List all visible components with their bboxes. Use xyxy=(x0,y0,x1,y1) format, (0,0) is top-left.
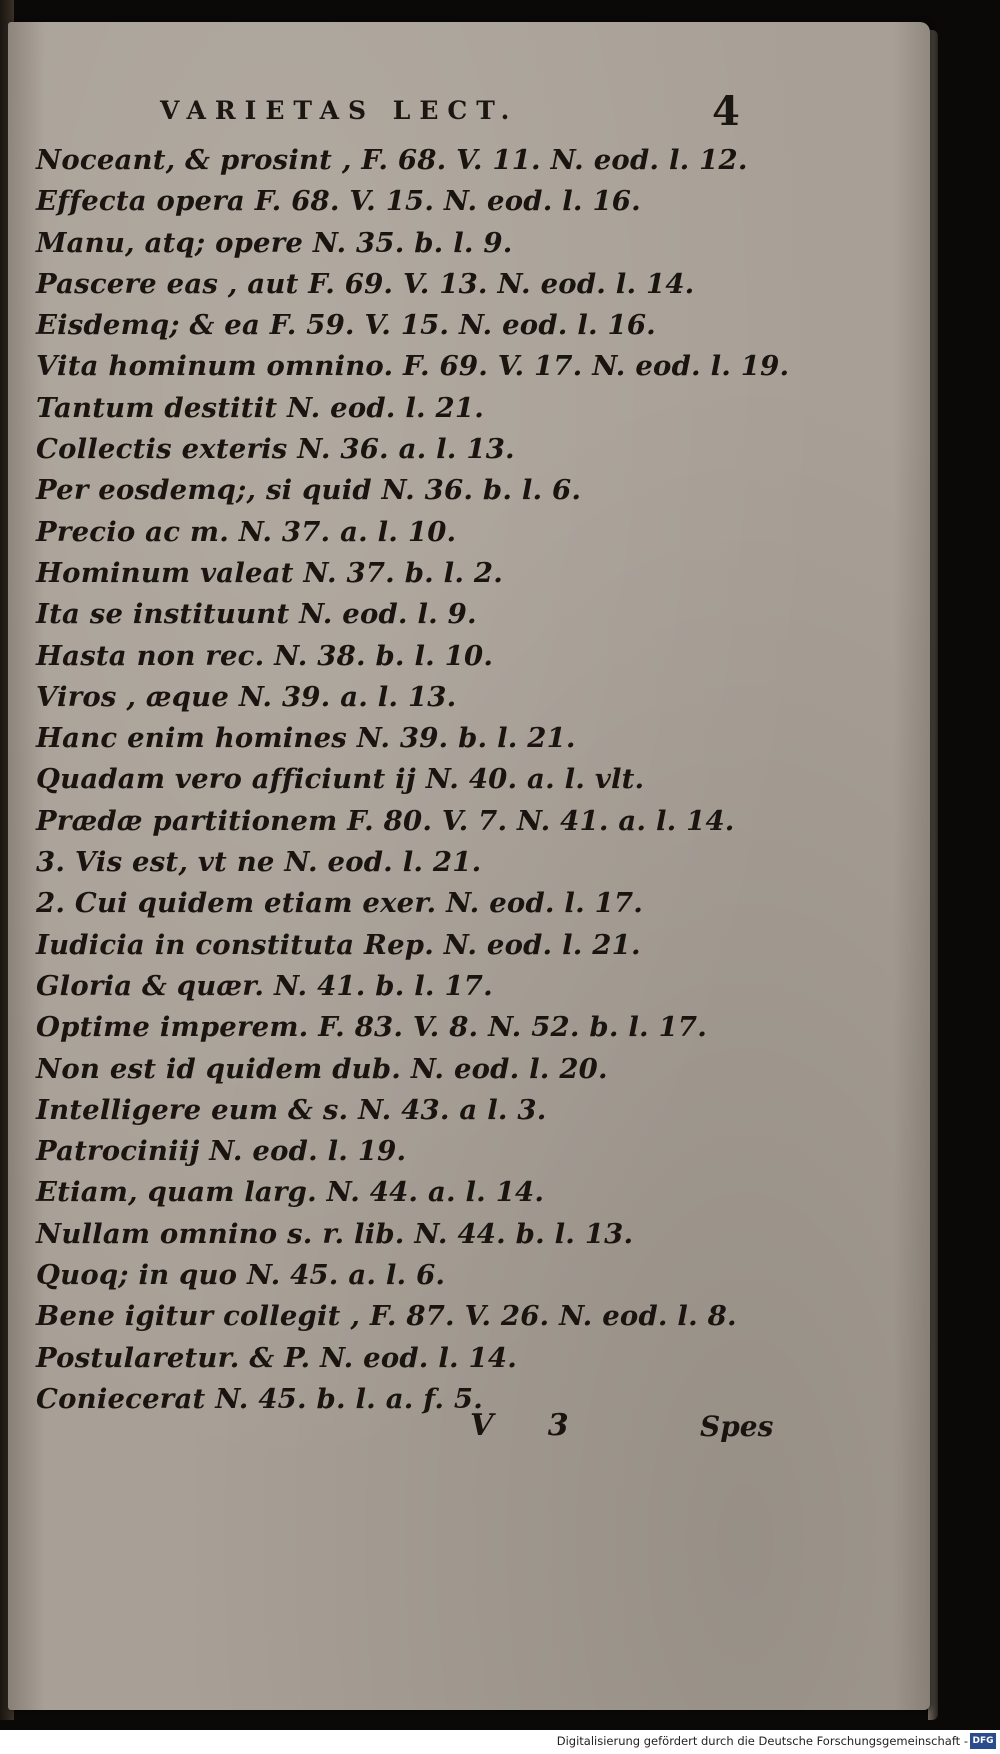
list-item: Per eosdemq;, si quid N. 36. b. l. 6. xyxy=(36,474,582,507)
list-item: Eisdemq; & ea F. 59. V. 15. N. eod. l. 16. xyxy=(36,309,656,342)
list-item: Coniecerat N. 45. b. l. a. f. 5. xyxy=(36,1382,483,1415)
page-number: 4 xyxy=(712,88,740,135)
list-item: Vita hominum omnino. F. 69. V. 17. N. eod. l. 19. xyxy=(36,350,790,383)
signature-mark: V 3 xyxy=(470,1408,591,1443)
list-item: Tantum destitit N. eod. l. 21. xyxy=(36,391,484,424)
list-item: Hanc enim homines N. 39. b. l. 21. xyxy=(36,722,576,755)
list-item: 2. Cui quidem etiam exer. N. eod. l. 17. xyxy=(36,887,644,920)
list-item: Nullam omnino s. r. lib. N. 44. b. l. 13. xyxy=(36,1217,634,1250)
variant-readings-list xyxy=(36,140,790,1420)
list-item: Noceant, & prosint , F. 68. V. 11. N. eod. l. 12. xyxy=(36,144,748,176)
list-item: Postularetur. & P. N. eod. l. 14. xyxy=(36,1341,517,1374)
list-item: Optime imperem. F. 83. V. 8. N. 52. b. l. 17. xyxy=(36,1011,708,1044)
list-item: Pascere eas , aut F. 69. V. 13. N. eod. l. 14. xyxy=(36,267,695,300)
list-item: Quoq; in quo N. 45. a. l. 6. xyxy=(36,1259,446,1292)
running-head xyxy=(160,88,780,136)
list-item: Prædæ partitionem F. 80. V. 7. N. 41. a. l. 14. xyxy=(36,804,735,837)
list-item: Intelligere eum & s. N. 43. a l. 3. xyxy=(36,1093,547,1126)
digitization-footer xyxy=(0,1730,1000,1754)
signature-line xyxy=(470,1408,800,1452)
running-title: VARIETAS LECT. xyxy=(160,96,519,125)
list-item: Precio ac m. N. 37. a. l. 10. xyxy=(36,515,457,548)
list-item: Collectis exteris N. 36. a. l. 13. xyxy=(36,433,515,466)
list-item: Gloria & quær. N. 41. b. l. 17. xyxy=(36,969,493,1002)
list-item: Patrociniij N. eod. l. 19. xyxy=(36,1135,407,1168)
list-item: Viros , æque N. 39. a. l. 13. xyxy=(36,680,457,713)
list-item: 3. Vis est, vt ne N. eod. l. 21. xyxy=(36,846,482,879)
list-item: Non est id quidem dub. N. eod. l. 20. xyxy=(36,1052,608,1085)
list-item: Etiam, quam larg. N. 44. a. l. 14. xyxy=(36,1176,545,1209)
list-item: Hasta non rec. N. 38. b. l. 10. xyxy=(36,639,494,672)
list-item: Hominum valeat N. 37. b. l. 2. xyxy=(36,556,503,589)
dfg-credit-text: Digitalisierung gefördert durch die Deutsche Forschungsgemeinschaft - xyxy=(556,1734,968,1748)
dfg-logo: DFG xyxy=(970,1733,996,1749)
catchword: Spes xyxy=(700,1410,774,1443)
list-item: Iudicia in constituta Rep. N. eod. l. 21. xyxy=(36,928,641,961)
list-item: Manu, atq; opere N. 35. b. l. 9. xyxy=(36,226,513,259)
list-item: Effecta opera F. 68. V. 15. N. eod. l. 16. xyxy=(36,185,641,218)
list-item: Quadam vero afficiunt ij N. 40. a. l. vlt. xyxy=(36,763,645,796)
list-item: Bene igitur collegit , F. 87. V. 26. N. eod. l. 8. xyxy=(36,1300,737,1333)
list-item: Ita se instituunt N. eod. l. 9. xyxy=(36,598,477,631)
